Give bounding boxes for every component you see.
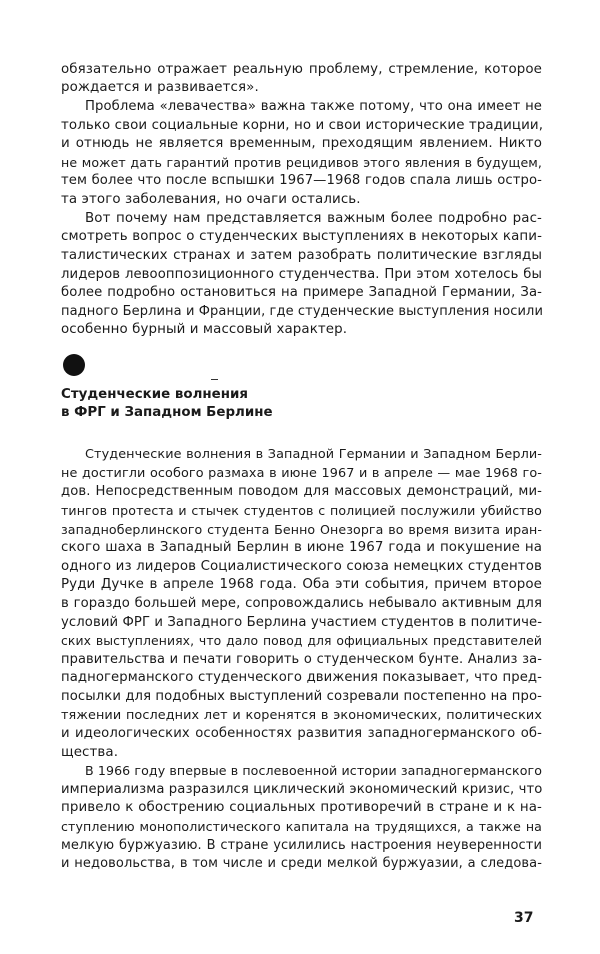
text-line: ского шаха в Западный Берлин в июне 1967 года и покушение на bbox=[61, 540, 542, 555]
text-line: рождается и развивается». bbox=[61, 80, 259, 95]
section-heading-line-1: Студенческие волнения bbox=[61, 387, 248, 402]
text-line: и идеологических особенностях развития западногерманского об- bbox=[61, 726, 542, 741]
text-line: дов. Непосредственным поводом для массовых демонстраций, ми- bbox=[61, 484, 542, 499]
text-line: Проблема «левачества» важна также потому, что она имеет не bbox=[85, 99, 542, 114]
section-heading-line-2: в ФРГ и Западном Берлине bbox=[61, 405, 273, 420]
text-line: посылки для подобных выступлений созревали постепенно на про- bbox=[61, 689, 542, 704]
text-line: привело к обострению социальных противоречий в стране и к на- bbox=[61, 800, 542, 815]
text-line: только свои социальные корни, но и свои исторические традиции, bbox=[61, 118, 544, 133]
text-line: не может дать гарантий против рецидивов этого явления в будущем, bbox=[61, 155, 542, 170]
page-number: 37 bbox=[514, 910, 534, 926]
text-line: не достигли особого размаха в июне 1967 и в апреле — мае 1968 го- bbox=[61, 466, 542, 481]
text-line: правительства и печати говорить о студенческом бунте. Анализ за- bbox=[61, 652, 542, 667]
text-line: тингов протеста и стычек студентов с полицией послужили убийство bbox=[61, 503, 542, 518]
text-line: Руди Дучке в апреле 1968 года. Оба эти события, причем второе bbox=[61, 577, 542, 592]
text-line: тяжении последних лет и коренятся в экономических, политических bbox=[61, 708, 542, 723]
text-line: лидеров левооппозиционного студенчества. При этом хотелось бы bbox=[61, 267, 542, 282]
text-line: и отнюдь не является временным, преходящим явлением. Никто bbox=[61, 136, 542, 151]
text-line: та этого заболевания, но очаги остались. bbox=[61, 192, 361, 207]
text-line: империализма разразился циклический экономический кризис, что bbox=[61, 782, 543, 797]
text-line: и недовольства, в том числе и среди мелкой буржуазии, а следова- bbox=[61, 856, 542, 871]
text-line: В 1966 году впервые в послевоенной истории западногерманского bbox=[85, 763, 543, 778]
text-line: Студенческие волнения в Западной Германии и Западном Берли- bbox=[85, 447, 542, 462]
text-line: мелкую буржуазию. В стране усилились настроения неуверенности bbox=[61, 838, 542, 853]
text-line: тем более что после вспышки 1967—1968 годов спала лишь остро- bbox=[61, 173, 542, 188]
text-line: ступлению монополистического капитала на трудящихся, а также на bbox=[61, 819, 542, 834]
text-line: падногерманского студенческого движения показывает, что пред- bbox=[61, 670, 542, 685]
text-line: падного Берлина и Франции, где студенческие выступления носили bbox=[61, 304, 544, 319]
text-line: более подробно остановиться на примере Западной Германии, За- bbox=[61, 285, 542, 300]
text-line: талистических странах и затем разобрать политические взгляды bbox=[61, 248, 542, 263]
ornament-dash bbox=[211, 379, 218, 380]
text-line: Вот почему нам представляется важным более подробно рас- bbox=[85, 211, 542, 226]
text-line: условий ФРГ и Западного Берлина участием студентов в политиче- bbox=[61, 615, 543, 630]
text-line: одного из лидеров Социалистического союза немецких студентов bbox=[61, 559, 542, 574]
text-line: обязательно отражает реальную проблему, стремление, которое bbox=[61, 62, 542, 77]
text-line: в гораздо большей мере, сопровождались небывало активным для bbox=[61, 596, 542, 611]
text-line: западноберлинского студента Бенно Онезорга во время визита иран- bbox=[61, 522, 542, 537]
section-bullet-icon bbox=[63, 354, 85, 376]
text-line: ских выступлениях, что дало повод для официальных представителей bbox=[61, 633, 542, 648]
text-line: смотреть вопрос о студенческих выступлениях в некоторых капи- bbox=[61, 229, 542, 244]
text-line: особенно бурный и массовый характер. bbox=[61, 322, 348, 337]
text-line: щества. bbox=[61, 745, 119, 760]
